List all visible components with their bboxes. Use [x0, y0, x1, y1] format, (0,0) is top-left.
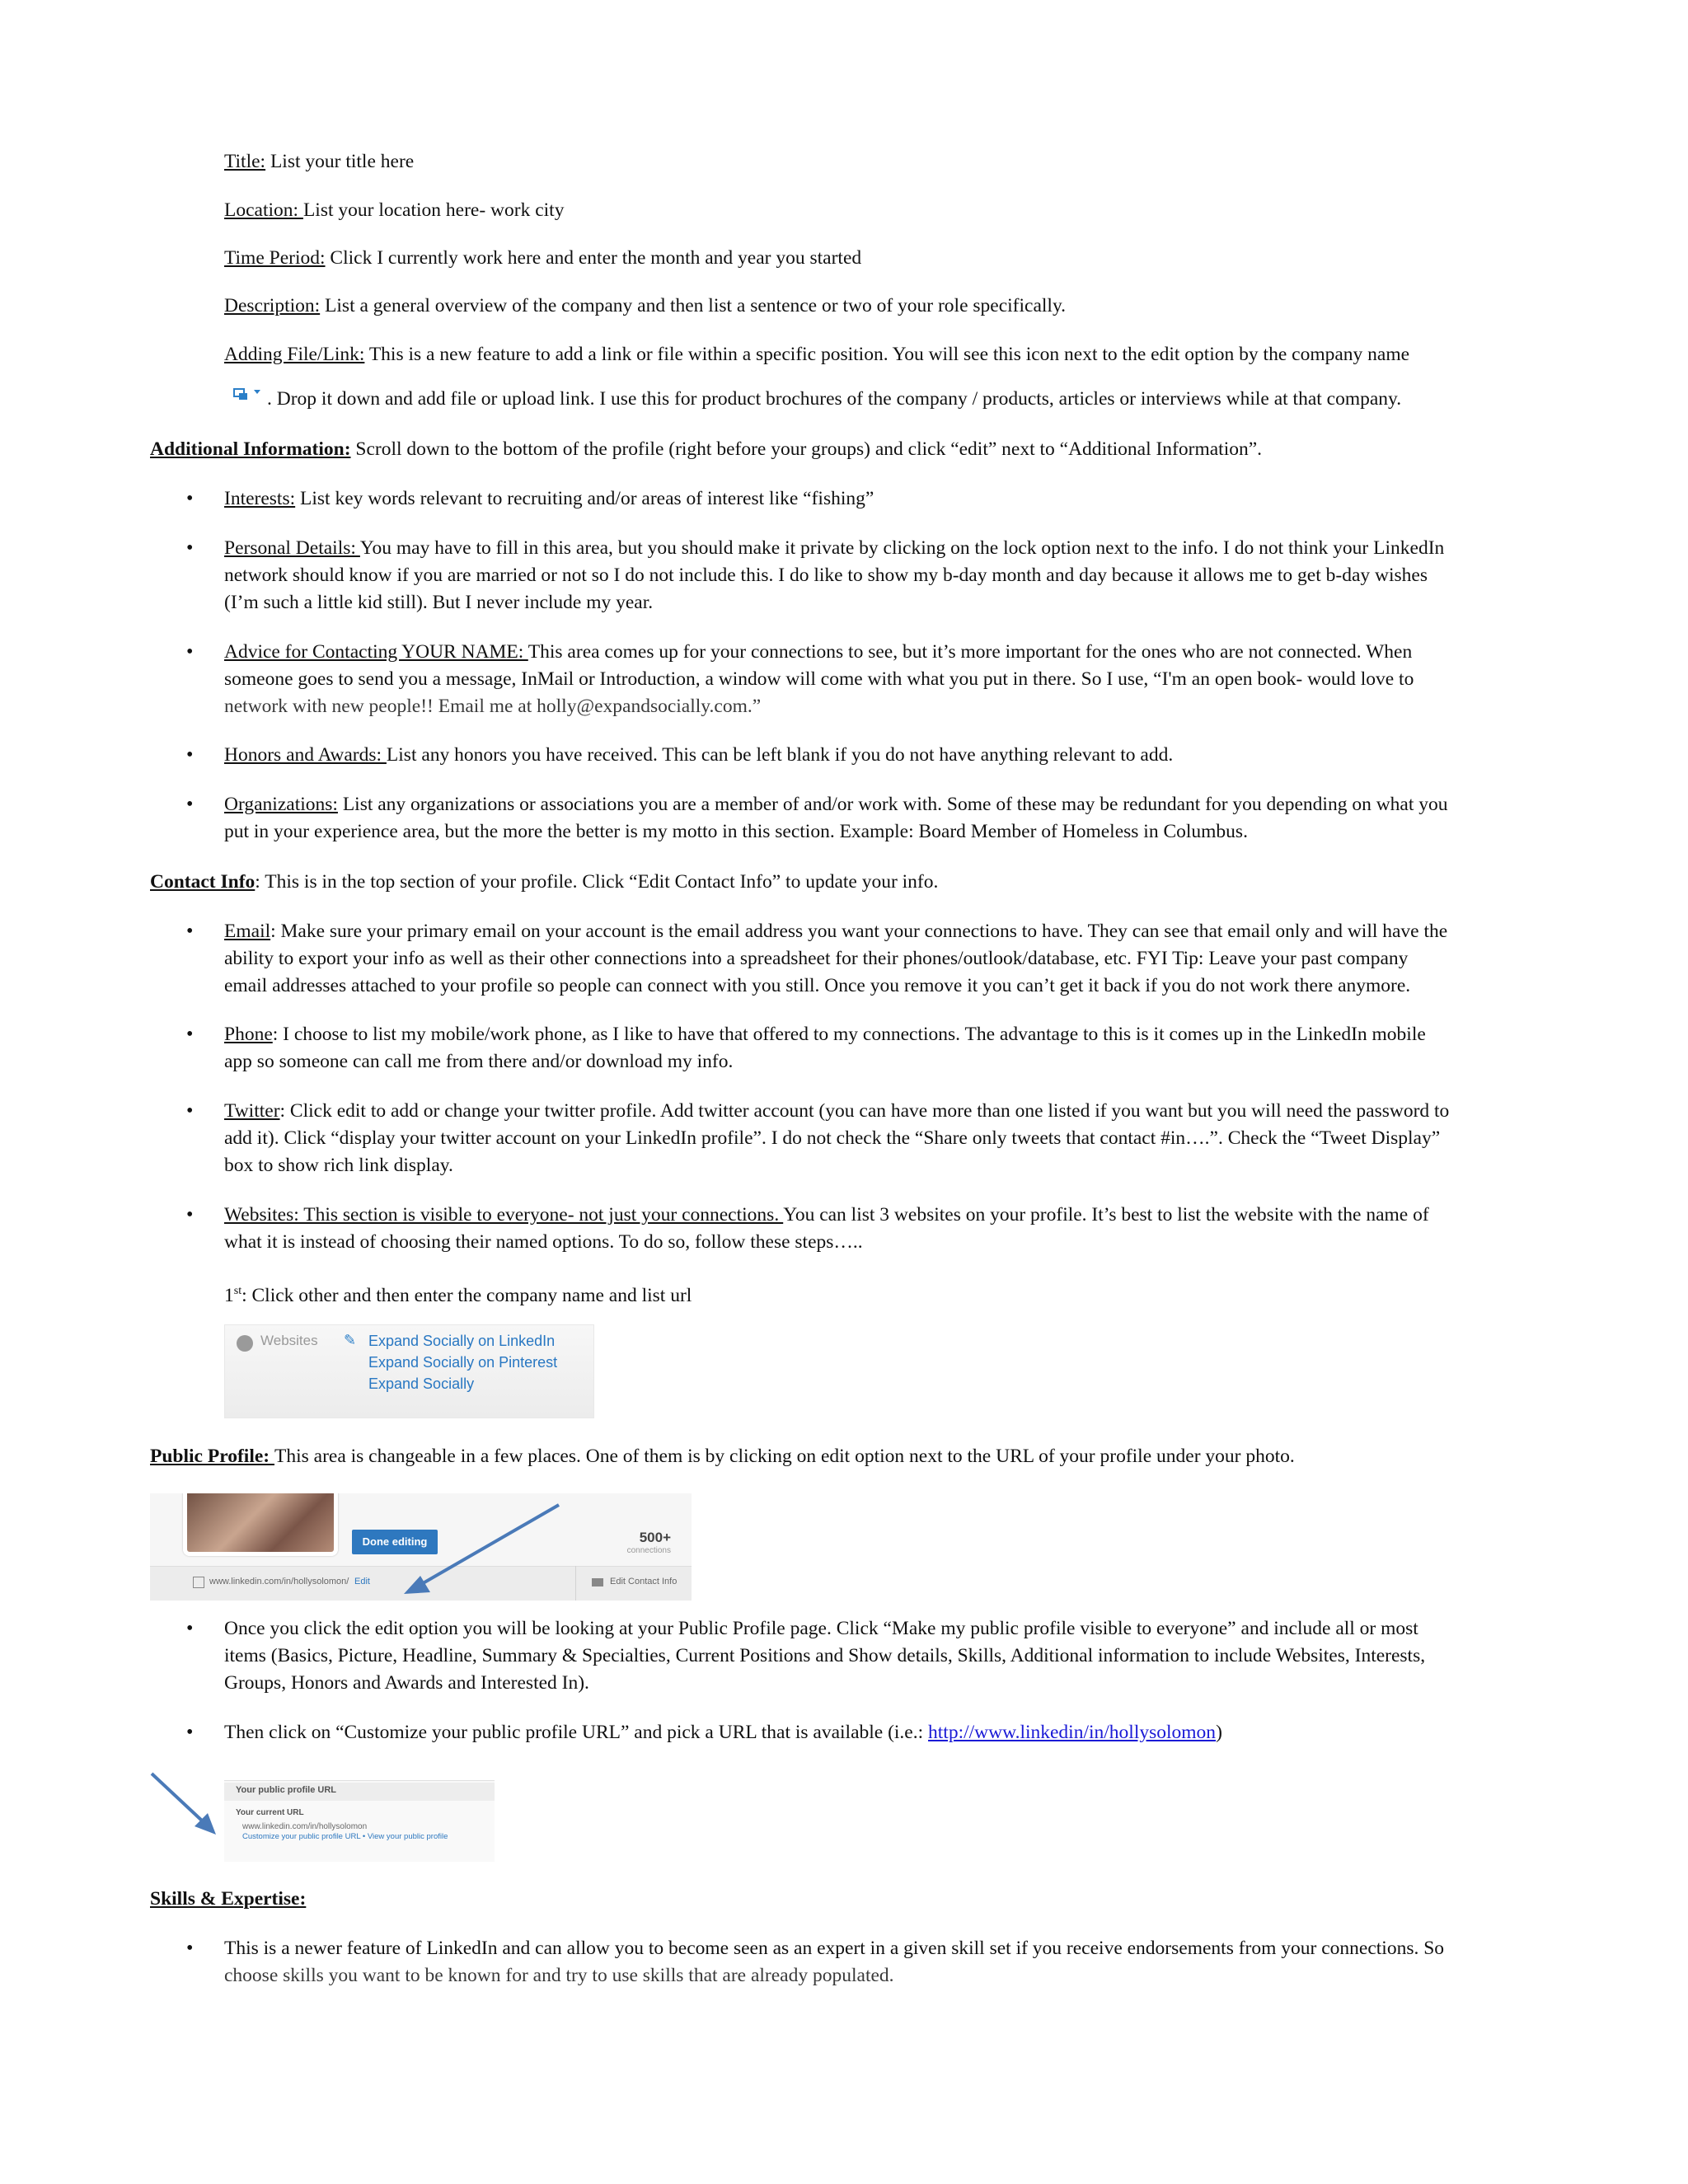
advice-contacting-item: Advice for Contacting YOUR NAME: This area comes up for your connections to see, but it’s more important for the ones who are not connected. When someone goes to send you a message, InMail or Introduction, a window will come with what you put in there. So I use, “I'm an open book- would love to network with new people!! Email me at holly@expandsocially.com.”	[224, 641, 1414, 717]
pencil-icon: ✎	[344, 1332, 357, 1348]
organizations-item: Organizations: List any organizations or associations you are a member of and/or work with. Some of these may be redundant for you depending on what you put in your experience area, but the more the better is my motto in this section. Example: Board Member of Homeless in Columbus.	[224, 794, 1448, 842]
bullet: •	[186, 537, 194, 559]
contact-card-icon	[592, 1578, 603, 1586]
websites-screenshot	[224, 1324, 594, 1418]
website-link[interactable]: Expand Socially on LinkedIn	[368, 1333, 556, 1349]
bullet: •	[186, 1618, 194, 1639]
profile-photo	[183, 1493, 338, 1556]
profile-url-link[interactable]: http://www.linkedin/in/hollysolomon	[928, 1722, 1217, 1743]
contact-info-heading: Contact Info: This is in the top section of your profile. Click “Edit Contact Info” to update your info.	[150, 871, 939, 893]
bullet: •	[186, 1938, 194, 1959]
bullet: •	[186, 921, 194, 942]
add-file-icon	[224, 387, 267, 406]
title-field: Title: List your title here	[224, 151, 415, 172]
description-label: Description:	[224, 295, 321, 316]
profile-url: www.linkedin.com/in/hollysolomon/	[209, 1577, 349, 1586]
description-field: Description: List a general overview of the company and then list a sentence or two of your role specifically.	[224, 295, 1067, 316]
time-period-label: Time Period:	[224, 247, 326, 269]
edit-contact-info-link[interactable]: Edit Contact Info	[610, 1577, 678, 1586]
customize-url-link[interactable]: Customize your public profile URL • View your public profile	[242, 1832, 448, 1841]
interests-item: Interests: List key words relevant to recruiting and/or areas of interest like “fishing”	[224, 488, 874, 509]
bullet: •	[186, 1100, 194, 1122]
adding-file-field: Adding File/Link: This is a new feature to add a link or file within a specific position. You will see this icon next to the edit option by the company name	[224, 344, 1410, 365]
public-profile-heading: Public Profile: This area is changeable in a few places. One of them is by clicking on edit option next to the URL of your profile under your photo.	[150, 1446, 1295, 1467]
adding-file-line2: . Drop it down and add file or upload link. I use this for product brochures of the company / products, articles or interviews while at that company.	[224, 386, 1401, 413]
current-url: www.linkedin.com/in/hollysolomon	[242, 1822, 368, 1831]
bullet: •	[186, 794, 194, 815]
skills-item: This is a newer feature of LinkedIn and can allow you to become seen as an expert in a given skill set if you receive endorsements from your connections. So choose skills you want to be known for and try to use skills that are already populated.	[224, 1938, 1445, 1986]
connections-label: connections	[626, 1546, 671, 1555]
skills-heading: Skills & Expertise:	[150, 1888, 307, 1910]
personal-details-item: Personal Details: You may have to fill in this area, but you should make it private by clicking on the lock option next to the info. I do not think your LinkedIn network should know if you are married or not so I do not include this. I do like to show my b-day month and day because it allows me to get b-day wishes (I’m such a little kid still). But I never include my year.	[224, 537, 1445, 613]
divider	[575, 1566, 576, 1601]
website-link[interactable]: Expand Socially on Pinterest	[368, 1354, 558, 1371]
title-label: Title:	[224, 151, 266, 172]
honors-awards-item: Honors and Awards: List any honors you have received. This can be left blank if you do not have anything relevant to add.	[224, 744, 1174, 766]
edit-url-link[interactable]: Edit	[354, 1577, 370, 1586]
pointer-arrow-icon	[148, 1770, 227, 1841]
location-label: Location:	[224, 199, 303, 221]
linkedin-icon	[193, 1577, 204, 1588]
current-url-label: Your current URL	[236, 1808, 304, 1817]
adding-file-label: Adding File/Link:	[224, 344, 365, 365]
bullet: •	[186, 641, 194, 663]
twitter-item: Twitter: Click edit to add or change your twitter profile. Add twitter account (you can have more than one listed if you want but you will need the password to add it). Click “display your twitter account on your LinkedIn profile”. I do not check the “Share only tweets that contact #in….”. Check the “Tweet Display” box to show rich link display.	[224, 1100, 1450, 1176]
bullet: •	[186, 1204, 194, 1226]
bullet: •	[186, 1722, 194, 1743]
time-period-field: Time Period: Click I currently work here and enter the month and year you started	[224, 247, 862, 269]
websites-item: Websites: This section is visible to everyone- not just your connections. You can list 3 websites on your profile. It’s best to list the website with the name of what it is instead of choosing their named options. To do so, follow these steps…..	[224, 1204, 1429, 1253]
websites-label: Websites	[260, 1333, 318, 1348]
bullet: •	[186, 488, 194, 509]
additional-info-heading: Additional Information: Scroll down to the bottom of the profile (right before your groups) and click “edit” next to “Additional Information”.	[150, 438, 1263, 460]
public-url-title: Your public profile URL	[236, 1785, 337, 1795]
bullet: •	[186, 1024, 194, 1045]
public-profile-step-2: Then click on “Customize your public profile URL” and pick a URL that is available (i.e.: http://www.linkedin/in/hollysolomon)	[224, 1722, 1222, 1743]
phone-item: Phone: I choose to list my mobile/work phone, as I like to have that offered to my connections. The advantage to this is it comes up in the LinkedIn mobile app so someone can call me from there and/or download my info.	[224, 1024, 1426, 1072]
public-url-screenshot	[224, 1780, 495, 1862]
location-field: Location: List your location here- work city	[224, 199, 565, 221]
website-link[interactable]: Expand Socially	[368, 1376, 475, 1392]
globe-icon	[237, 1335, 253, 1352]
public-profile-step-1: Once you click the edit option you will be looking at your Public Profile page. Click “Make my public profile visible to everyone” and include all or most items (Basics, Picture, Headline, Summary & Specialties, Current Positions and Show details, Skills, Additional information to include Websites, Interests, Groups, Honors and Awards and Interested In).	[224, 1618, 1426, 1694]
done-editing-button[interactable]: Done editing	[352, 1530, 438, 1554]
websites-step-1: 1st: Click other and then enter the company name and list url	[224, 1284, 692, 1306]
bullet: •	[186, 744, 194, 766]
connections-count: 500+	[639, 1530, 671, 1545]
email-item: Email: Make sure your primary email on your account is the email address you want your connections to have. They can see that email only and will have the ability to export your info as well as their other connections into a spreadsheet for their phones/outlook/database, etc. FYI Tip: Leave your past company email addresses attached to your profile so people can connect with you still. Once you remove it you can’t get it back if you do not work there anymore.	[224, 921, 1448, 996]
pointer-arrow-icon	[387, 1500, 569, 1599]
